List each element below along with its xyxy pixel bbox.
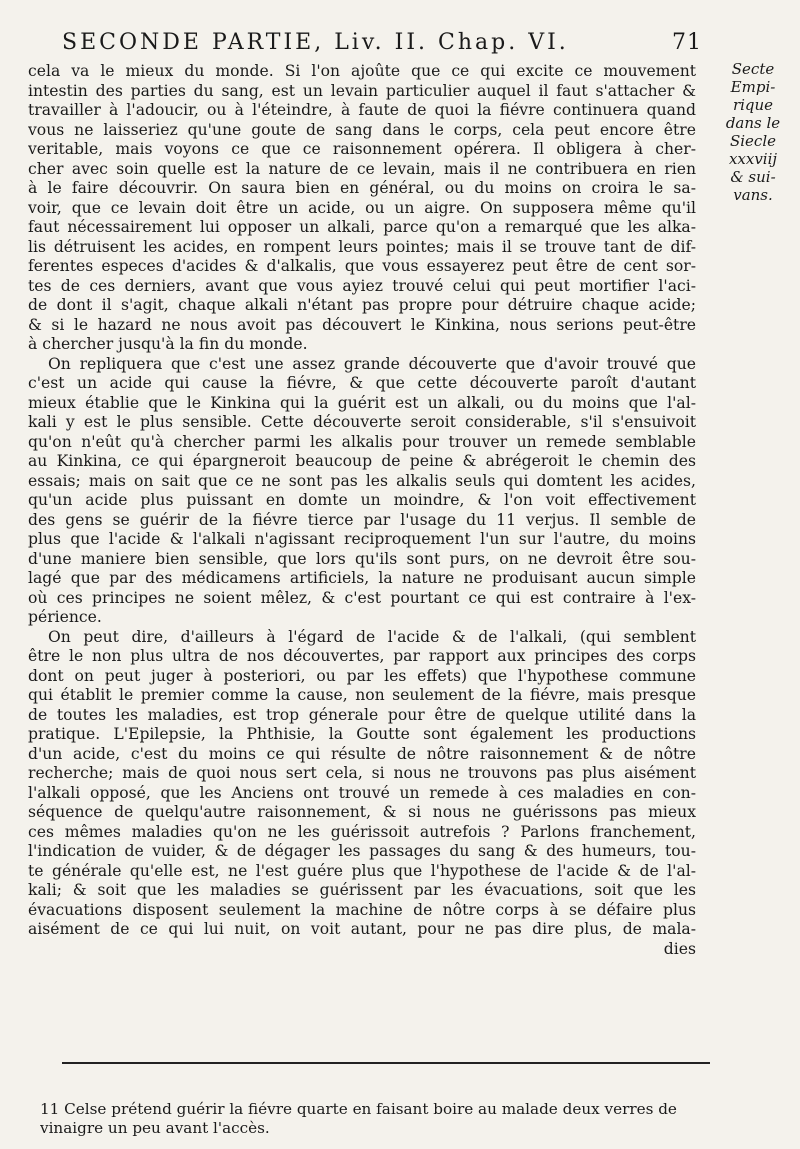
- text-line: recherche; mais de quoi nous sert cela, si nous ne trouvons pas plus aisément: [28, 764, 696, 782]
- text-line: kali y est le plus sensible. Cette découverte seroit considerable, s'il s'ensuivoit: [28, 413, 696, 431]
- body-text: [28, 62, 696, 959]
- text-line: intestin des parties du sang, est un levain particulier auquel il faut s'attacher &: [28, 81, 696, 100]
- text-line: à le faire découvrir. On saura bien en général, ou du moins on croira le sa-: [28, 179, 696, 197]
- text-line: qu'on n'eût qu'à chercher parmi les alkalis pour trouver un remede semblable: [28, 432, 696, 451]
- text-line: kali; & soit que les maladies se guérissent par les évacuations, soit que les: [28, 881, 696, 899]
- text-line: essais; mais on sait que ce ne sont pas les alkalis seuls qui domtent les acides,: [28, 471, 696, 490]
- text-line: d'un acide, c'est du moins ce qui résulte de nôtre raisonnement & de nôtre: [28, 744, 696, 763]
- text-line: aisément de ce qui lui nuit, on voit autant, pour ne pas dire plus, de mala-: [28, 920, 696, 938]
- text-line: pratique. L'Epilepsie, la Phthisie, la Goutte sont également les productions: [28, 725, 696, 743]
- text-line: l'indication de vuider, & de dégager les passages du sang & des humeurs, tou-: [28, 842, 696, 860]
- text-line: lagé que par des médicamens artificiels, la nature ne produisant aucun simple: [28, 569, 696, 587]
- page-number: 71: [672, 30, 702, 55]
- text-line: d'une maniere bien sensible, que lors qu'ils sont purs, on ne devroit être sou-: [28, 549, 696, 568]
- text-line: être le non plus ultra de nos découvertes, par rapport aux principes des corps: [28, 647, 696, 665]
- text-line: On repliquera que c'est une assez grande découverte que d'avoir trouvé que: [48, 354, 696, 373]
- text-line: évacuations disposent seulement la machine de nôtre corps à se défaire plus: [28, 900, 696, 919]
- text-line: de dont il s'agit, chaque alkali n'étant pas propre pour détruire chaque acide;: [28, 296, 696, 314]
- text-line: mieux établie que le Kinkina qui la guérit est un alkali, ou du moins que l'al-: [28, 393, 696, 412]
- text-line: séquence de quelqu'autre raisonnement, & si nous ne guérissons pas mieux: [28, 803, 696, 821]
- text-line: faut nécessairement lui opposer un alkali, parce qu'on a remarqué que les alka-: [28, 218, 696, 236]
- text-line: des gens se guérir de la fiévre tierce par l'usage du 11 verjus. Il semble de: [28, 510, 696, 529]
- margin-note-line: vans.: [733, 186, 773, 204]
- running-title: SECONDE PARTIE, Liv. II. Chap. VI.: [62, 30, 569, 55]
- footnote: [40, 1100, 730, 1138]
- text-line: périence.: [28, 608, 102, 626]
- text-line: ferentes especes d'acides & d'alkalis, que vous essayerez peut être de cent sor-: [28, 257, 696, 275]
- margin-note-line: & sui-: [730, 168, 776, 186]
- text-line: qu'un acide plus puissant en domte un moindre, & l'on voit effectivement: [28, 491, 696, 509]
- footnote-line: 11 Celse prétend guérir la fiévre quarte en faisant boire au malade deux verres de: [40, 1100, 677, 1118]
- margin-note-line: Empi-: [730, 78, 776, 96]
- margin-note-line: xxxviij: [728, 150, 778, 168]
- margin-note-line: Siecle: [729, 132, 777, 150]
- text-line: dont on peut juger à posteriori, ou par les effets) que l'hypothese commune: [28, 666, 696, 685]
- text-line: ces mêmes maladies qu'on ne les guérissoit autrefois ? Parlons franchement,: [28, 822, 696, 841]
- text-line: plus que l'acide & l'alkali n'agissant reciproquement l'un sur l'autre, du moins: [28, 530, 696, 548]
- text-line: au Kinkina, ce qui épargneroit beaucoup de peine & abrégeroit le chemin des: [28, 452, 696, 470]
- text-line: te générale qu'elle est, ne l'est guére plus que l'hypothese de l'acide & de l'al-: [28, 861, 696, 880]
- text-line: lis détruisent les acides, en rompent leurs pointes; mais il se trouve tant de dif-: [28, 237, 696, 256]
- text-line: qui établit le premier comme la cause, non seulement de la fiévre, mais presque: [28, 686, 696, 704]
- text-line: voir, que ce levain doit être un acide, ou un aigre. On supposera même qu'il: [28, 198, 696, 217]
- margin-note-line: rique: [732, 96, 774, 114]
- margin-note: [712, 60, 794, 204]
- text-line: tes de ces derniers, avant que vous ayiez trouvé celui qui peut mortifier l'aci-: [28, 276, 696, 295]
- text-line: On peut dire, d'ailleurs à l'égard de l'acide & de l'alkali, (qui semblent: [48, 627, 696, 646]
- text-line: vous ne laisseriez qu'une goute de sang dans le corps, cela peut encore être: [28, 120, 696, 139]
- text-line: à chercher jusqu'à la fin du monde.: [28, 335, 308, 353]
- catchword: dies: [663, 939, 696, 958]
- footnote-rule: [62, 1062, 710, 1064]
- text-line: cher avec soin quelle est la nature de ce levain, mais il ne contribuera en rien: [28, 159, 696, 178]
- text-line: l'alkali opposé, que les Anciens ont trouvé un remede à ces maladies en con-: [28, 783, 696, 802]
- text-line: c'est un acide qui cause la fiévre, & que cette découverte paroît d'autant: [28, 374, 696, 392]
- footnote-line: vinaigre un peu avant l'accès.: [40, 1119, 270, 1137]
- text-line: veritable, mais voyons ce que ce raisonnement opérera. Il obligera à cher-: [28, 140, 696, 158]
- text-line: & si le hazard ne nous avoit pas découvert le Kinkina, nous serions peut-être: [28, 315, 696, 334]
- text-line: de toutes les maladies, est trop génerale pour être de quelque utilité dans la: [28, 705, 696, 724]
- text-line: travailler à l'adoucir, ou à l'éteindre, à faute de quoi la fiévre continuera quand: [28, 101, 696, 119]
- margin-note-line: Secte: [731, 60, 775, 78]
- text-line: cela va le mieux du monde. Si l'on ajoûte que ce qui excite ce mouvement: [28, 62, 696, 80]
- text-line: où ces principes ne soient mêlez, & c'est pourtant ce qui est contraire à l'ex-: [28, 588, 696, 607]
- running-header: [62, 30, 702, 55]
- margin-note-line: dans le: [725, 114, 781, 132]
